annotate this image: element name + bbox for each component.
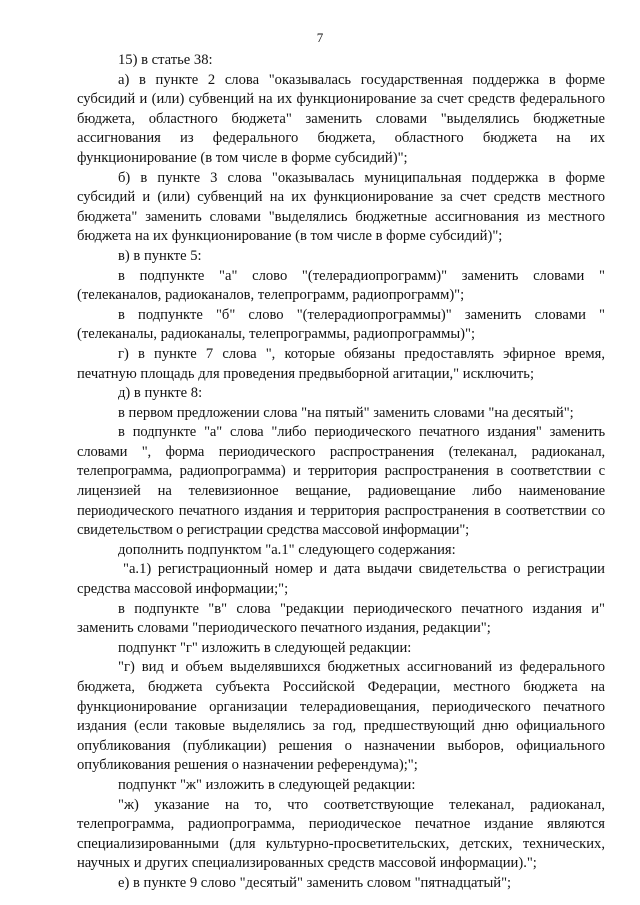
paragraph-v-b: в подпункте "б" слово "(телерадиопрограммы)" заменить словами "(телеканалы, радиоканалы, телепрограммы, радиопрограммы)"; [77, 306, 605, 343]
paragraph-d-v: в подпункте "в" слова "редакции периодического печатного издания и" заменить словами "периодического печатного издания, редакции"; [77, 600, 605, 637]
paragraph-v-a: в подпункте "а" слово "(телерадиопрограмм)" заменить словами "(телеканалов, радиоканалов, телепрограмм, радиопрограмм)"; [77, 267, 605, 304]
paragraph-a: а) в пункте 2 слова "оказывалась государственная поддержка в форме субсидий и (или) субвенций на их функционирование за счет средств федерального бюджета, областного бюджета" заменить словами "выделялись бюджетные ассигнования из федерального бюджета, областного бюджета на их функционирование (в том числе в форме субсидий)"; [77, 71, 605, 166]
paragraph-article-38: 15) в статье 38: [118, 52, 213, 68]
document-body [77, 51, 605, 894]
paragraph-g: г) в пункте 7 слова ", которые обязаны предоставлять эфирное время, печатную площадь для проведения предвыборной агитации," исключить; [77, 345, 605, 382]
page-number: 7 [316, 30, 324, 45]
paragraph-d-a: в подпункте "а" слова "либо периодического печатного издания" заменить словами ", форма периодического распространения (телеканал, радиоканал, телепрограмма, радиопрограмма) и территория распространения в соответствии с лицензией на телевизионное вещание, радиовещание либо наименование периодического печатного издания и территория распространения в соответствии со свидетельством о регистрации средства массовой информации"; [77, 424, 605, 539]
paragraph-g-text: "г) вид и объем выделявшихся бюджетных ассигнований из федерального бюджета, бюджета субъекта Российской Федерации, местного бюджета на функционирование организации телерадиовещания, периодического печатного издания (если таковые выделялись за год, предшествующий дню официального опубликования (публикации) решения о назначении выборов, официального опубликования решения о назначении референдума);"; [77, 659, 605, 774]
paragraph-a1-text: "а.1) регистрационный номер и дата выдачи свидетельства о регистрации средства массовой информации;"; [77, 561, 605, 598]
paragraph-zh-text: "ж) указание на то, что соответствующие телеканал, радиоканал, телепрограмма, радиопрограмма, периодическое печатное издание являются специализированными (для культурно-просветительских, детских, технических, научных и других специализированных средств массовой информации)."; [77, 796, 605, 872]
paragraph-e: е) в пункте 9 слово "десятый" заменить словом "пятнадцатый"; [118, 874, 512, 891]
paragraph-v: в) в пункте 5: [118, 247, 202, 264]
paragraph-b: б) в пункте 3 слова "оказывалась муниципальная поддержка в форме субсидий и (или) субвенций на их функционирование за счет средств местного бюджета" заменить словами "выделялись бюджетные ассигнования из местного бюджета на их функционирование (в том числе в форме субсидий)"; [77, 169, 605, 245]
paragraph-d: д) в пункте 8: [118, 385, 203, 402]
paragraph-d-add-a1: дополнить подпунктом "а.1" следующего содержания: [118, 541, 456, 558]
paragraph-d-g: подпункт "г" изложить в следующей редакции: [118, 639, 412, 656]
paragraph-d-first-sentence: в первом предложении слова "на пятый" заменить словами "на десятый"; [118, 404, 574, 421]
paragraph-d-zh: подпункт "ж" изложить в следующей редакции: [118, 776, 416, 793]
